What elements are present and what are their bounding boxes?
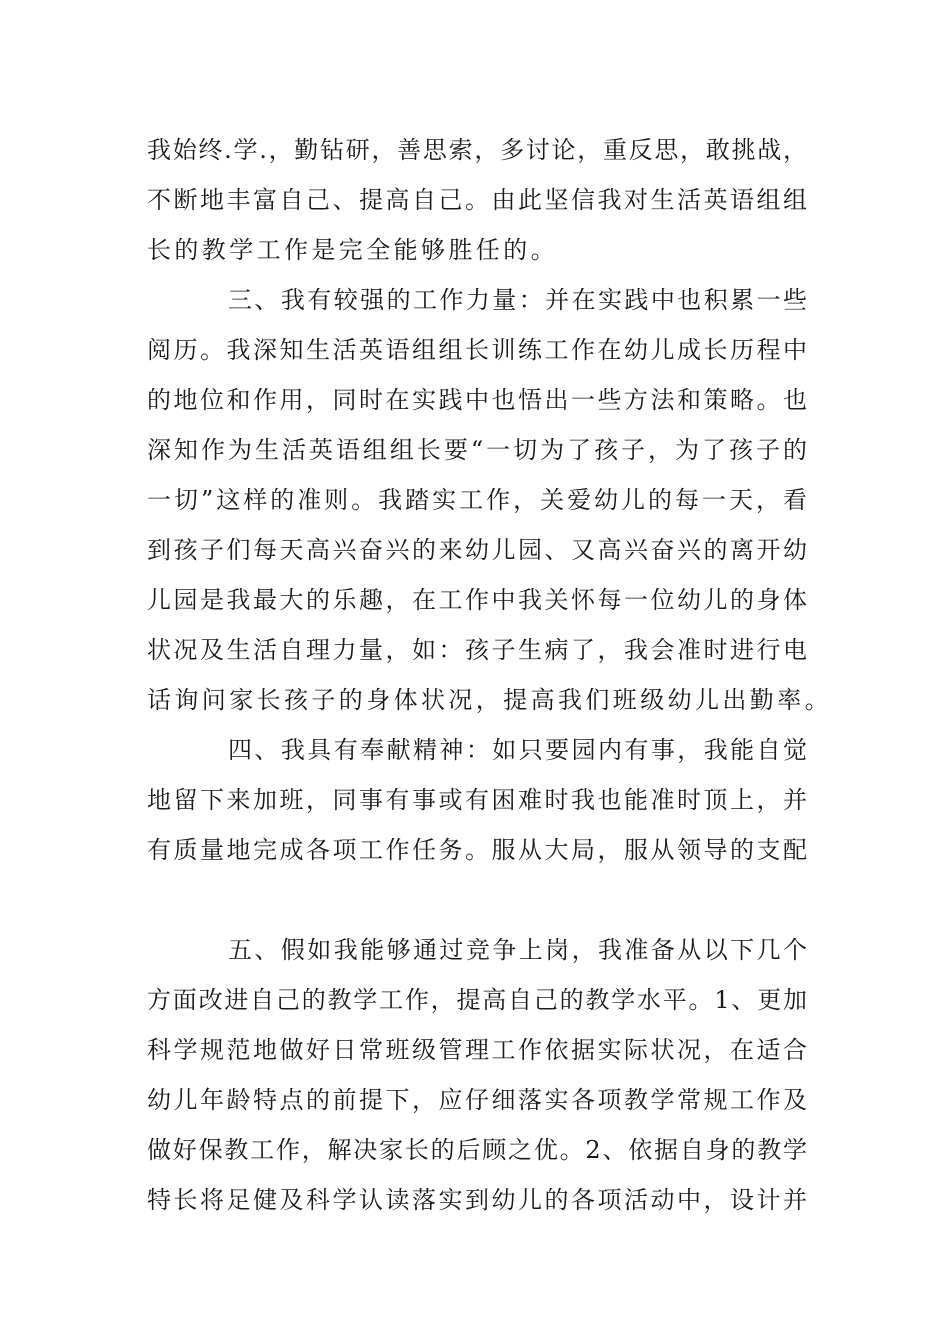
text-line: 长的教学工作是完全能够胜任的。 bbox=[147, 236, 558, 264]
paragraph-5-start: 五、假如我能够通过竞争上岗，我准备从以下几个 bbox=[228, 936, 807, 964]
paragraph-3-start: 三、我有较强的工作力量：并在实践中也积累一些 bbox=[228, 286, 807, 314]
text-line: 幼儿年龄特点的前提下，应仔细落实各项教学常规工作及 bbox=[147, 1086, 807, 1114]
text-line: 不断地丰富自己、提高自己。由此坚信我对生活英语组组 bbox=[147, 186, 807, 214]
text-line: 我始终.学.，勤钻研，善思索，多讨论，重反思，敢挑战， bbox=[147, 136, 807, 164]
text-line: 方面改进自己的教学工作，提高自己的教学水平。1、更加 bbox=[147, 986, 807, 1014]
text-line: 地留下来加班，同事有事或有困难时我也能准时顶上，并 bbox=[147, 786, 807, 814]
text-line: 状况及生活自理力量，如：孩子生病了，我会准时进行电 bbox=[147, 636, 807, 664]
text-line: 话询问家长孩子的身体状况，提高我们班级幼儿出勤率。 bbox=[147, 686, 832, 714]
text-line: 科学规范地做好日常班级管理工作依据实际状况，在适合 bbox=[147, 1036, 807, 1064]
text-line: 阅历。我深知生活英语组组长训练工作在幼儿成长历程中 bbox=[147, 336, 807, 364]
text-line: 的地位和作用，同时在实践中也悟出一些方法和策略。也 bbox=[147, 386, 807, 414]
text-line: 深知作为生活英语组组长要“一切为了孩子，为了孩子的 bbox=[147, 436, 807, 464]
text-line: 儿园是我最大的乐趣，在工作中我关怀每一位幼儿的身体 bbox=[147, 586, 807, 614]
text-line: 有质量地完成各项工作任务。服从大局，服从领导的支配 bbox=[147, 836, 807, 864]
text-line: 到孩子们每天高兴奋兴的来幼儿园、又高兴奋兴的离开幼 bbox=[147, 536, 807, 564]
paragraph-4-start: 四、我具有奉献精神：如只要园内有事，我能自觉 bbox=[228, 736, 807, 764]
text-line: 做好保教工作，解决家长的后顾之优。2、依据自身的教学 bbox=[147, 1136, 807, 1164]
text-line: 特长将足健及科学认读落实到幼儿的各项活动中，设计并 bbox=[147, 1186, 807, 1214]
text-line: 一切”这样的准则。我踏实工作，关爱幼儿的每一天，看 bbox=[147, 486, 807, 514]
